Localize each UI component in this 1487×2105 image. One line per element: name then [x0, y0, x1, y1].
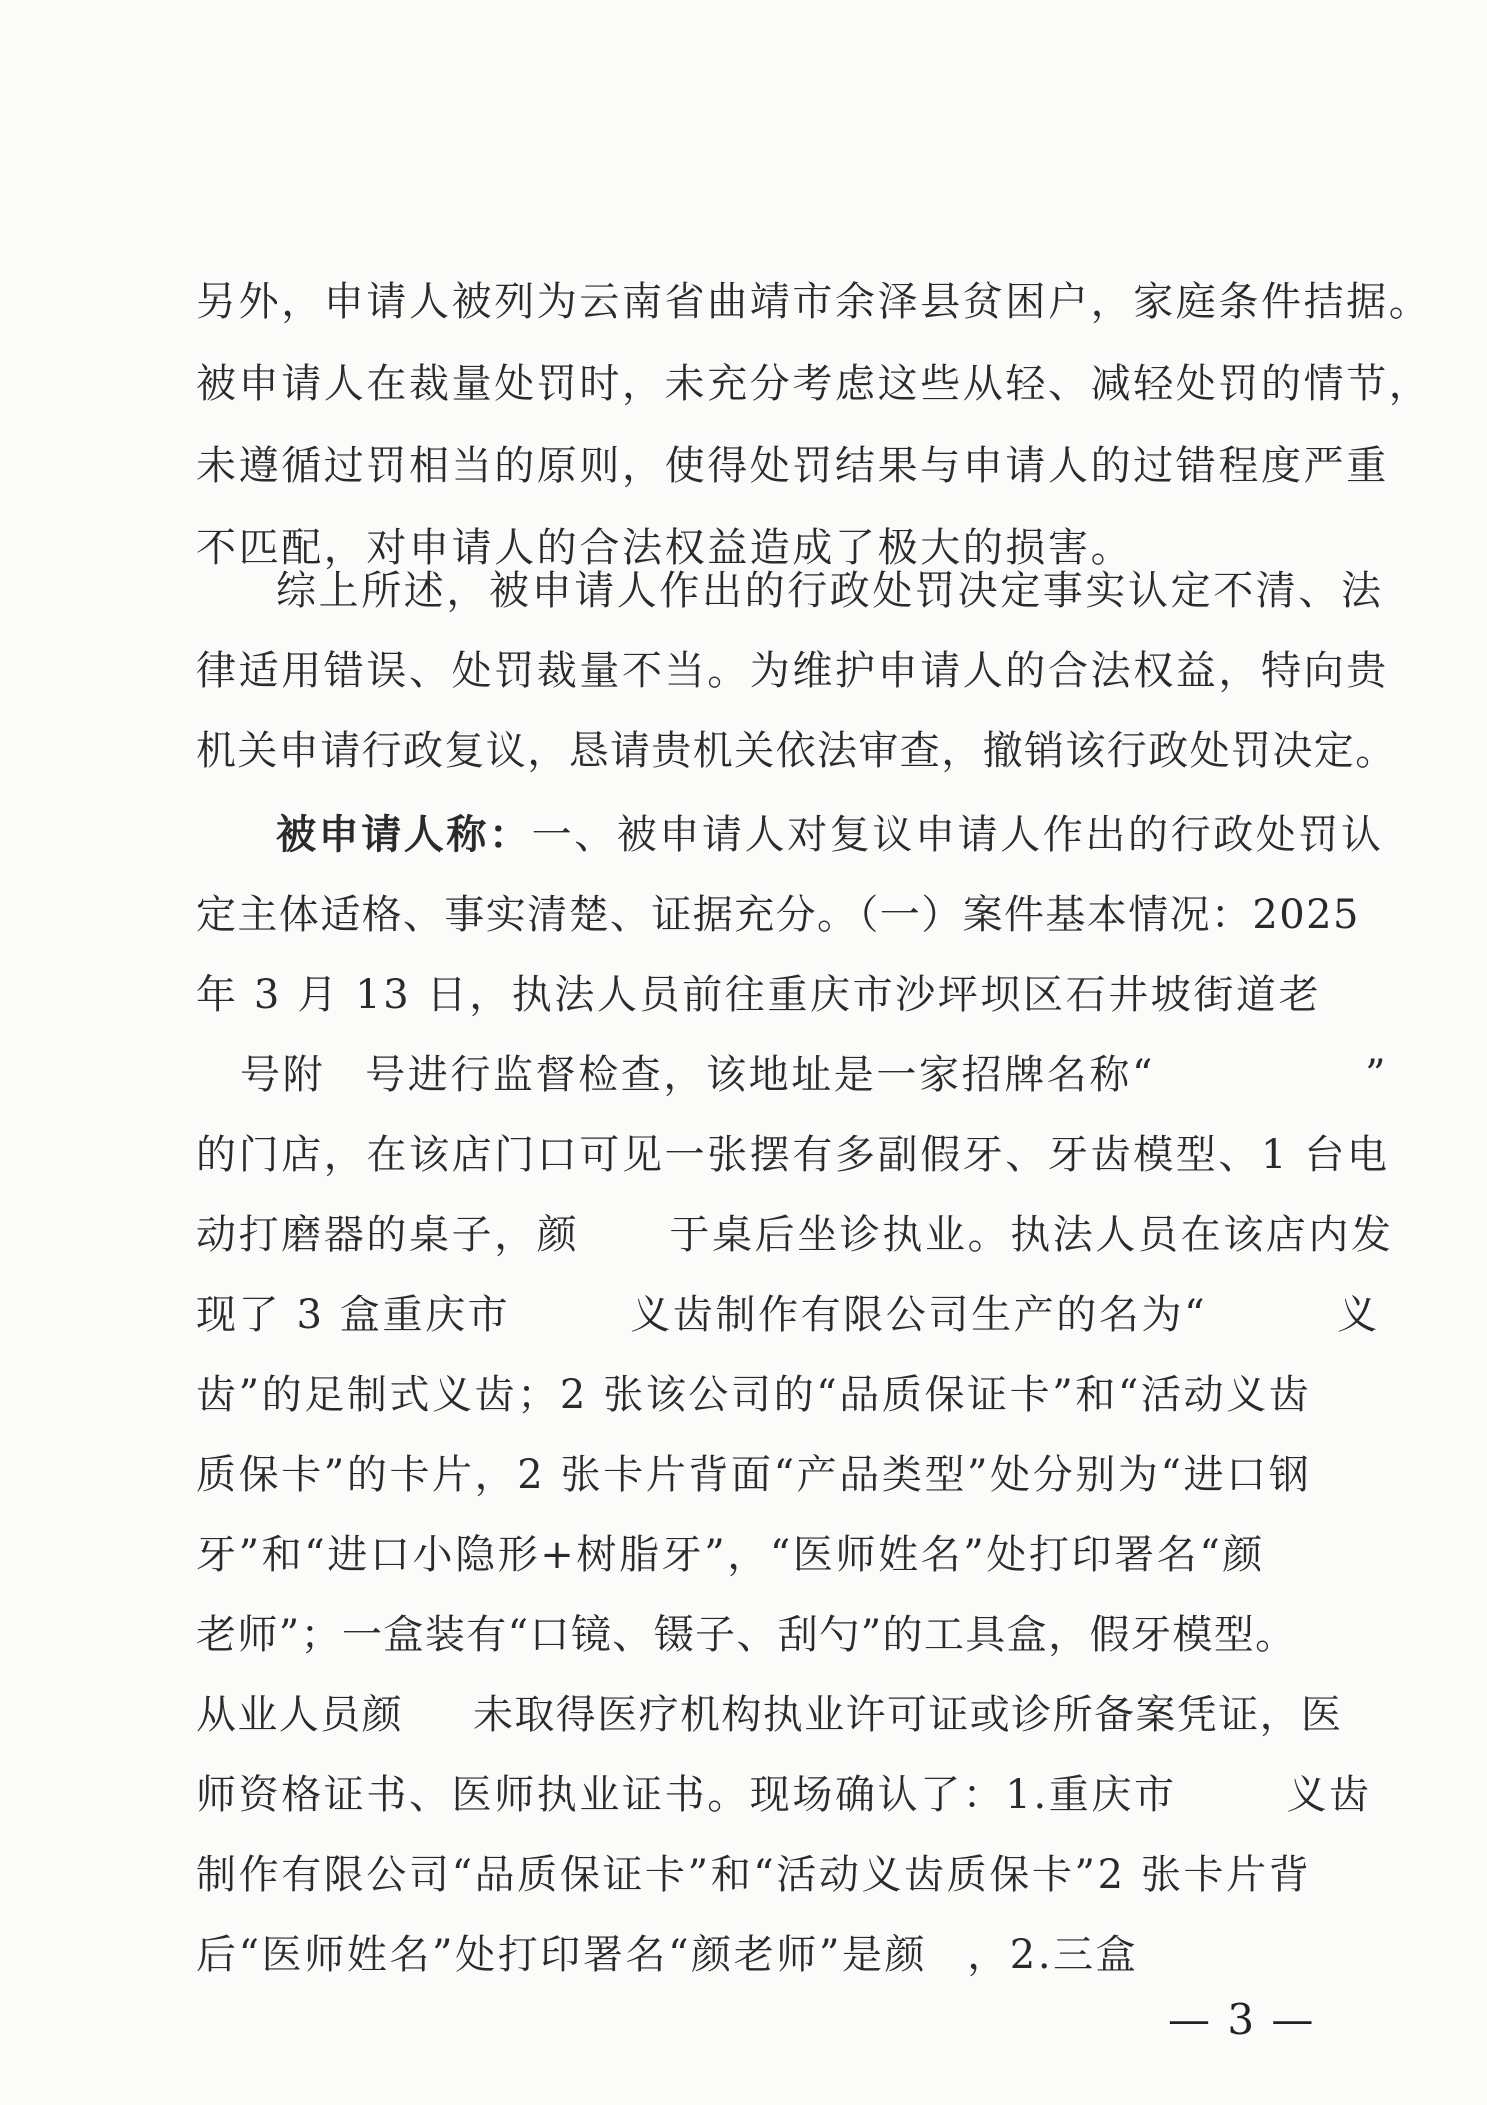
address-fragment-1: 号附	[240, 1052, 326, 1098]
line-14-part-1: 现了 3 盒重庆市	[196, 1292, 511, 1338]
paragraph-line-6: 律适用错误、处罚裁量不当。为维护申请人的合法权益，特向贵	[196, 648, 1389, 694]
respondent-label: 被申请人称：	[276, 811, 532, 858]
respondent-statement-line-1	[276, 806, 1384, 864]
line-13-part-2: 于桌后坐诊执业。执法人员在该店内发	[669, 1212, 1394, 1258]
paragraph-line-18: 老师”；一盒装有“口镜、镊子、刮勺”的工具盒，假牙模型。	[196, 1612, 1297, 1658]
line-19-part-1: 从业人员颜	[196, 1692, 403, 1738]
page-number: — 3 —	[1168, 1995, 1316, 2044]
line-22-part-2: ，2.三盒	[967, 1932, 1139, 1978]
respondent-statement-text: 一、被申请人对复议申请人作出的行政处罚认	[531, 812, 1384, 858]
paragraph-line-14	[196, 1286, 1380, 1344]
paragraph-line-17: 牙”和“进口小隐形+树脂牙”，“医师姓名”处打印署名“颜	[196, 1532, 1266, 1578]
paragraph-line-15: 齿”的足制式义齿；2 张该公司的“品质保证卡”和“活动义齿	[196, 1372, 1312, 1418]
closing-quote: ”	[1365, 1052, 1389, 1098]
paragraph-line-1: 另外，申请人被列为云南省曲靖市余泽县贫困户，家庭条件拮据。	[196, 279, 1432, 325]
paragraph-line-19	[196, 1686, 1343, 1744]
paragraph-line-22	[196, 1926, 1306, 1984]
paragraph-line-5: 综上所述，被申请人作出的行政处罚决定事实认定不清、法	[276, 568, 1384, 614]
paragraph-line-3: 未遵循过罚相当的原则，使得处罚结果与申请人的过错程度严重	[196, 443, 1389, 489]
line-22-part-1: 后“医师姓名”处打印署名“颜老师”是颜	[196, 1932, 928, 1978]
paragraph-line-7: 机关申请行政复议，恳请贵机关依法审查，撤销该行政处罚决定。	[196, 728, 1397, 774]
paragraph-line-13	[196, 1206, 1394, 1264]
paragraph-line-20	[196, 1766, 1372, 1824]
paragraph-line-2: 被申请人在裁量处罚时，未充分考虑这些从轻、减轻处罚的情节，	[196, 361, 1432, 407]
line-19-part-2: 未取得医疗机构执业许可证或诊所备案凭证，医	[473, 1692, 1343, 1738]
line-14-part-3: 义	[1337, 1292, 1380, 1338]
paragraph-line-9: 定主体适格、事实清楚、证据充分。（一）案件基本情况：2025	[196, 892, 1360, 938]
paragraph-line-21: 制作有限公司“品质保证卡”和“活动义齿质保卡”2 张卡片背	[196, 1852, 1312, 1898]
line-13-part-1: 动打磨器的桌子，颜	[196, 1212, 580, 1258]
line-20-part-1: 师资格证书、医师执业证书。现场确认了：1.重庆市	[196, 1772, 1177, 1818]
paragraph-line-4: 不匹配，对申请人的合法权益造成了极大的损害。	[196, 525, 1134, 571]
paragraph-line-12: 的门店，在该店门口可见一张摆有多副假牙、牙齿模型、1 台电	[196, 1132, 1390, 1178]
address-fragment-2: 号进行监督检查，该地址是一家招牌名称“	[365, 1052, 1156, 1098]
paragraph-line-11	[240, 1046, 1389, 1104]
paragraph-line-16: 质保卡”的卡片，2 张卡片背面“产品类型”处分别为“进口钢	[196, 1452, 1312, 1498]
paragraph-line-10: 年 3 月 13 日，执法人员前往重庆市沙坪坝区石井坡街道老	[196, 972, 1322, 1018]
line-20-part-2: 义齿	[1286, 1772, 1372, 1818]
line-14-part-2: 义齿制作有限公司生产的名为“	[630, 1292, 1208, 1338]
